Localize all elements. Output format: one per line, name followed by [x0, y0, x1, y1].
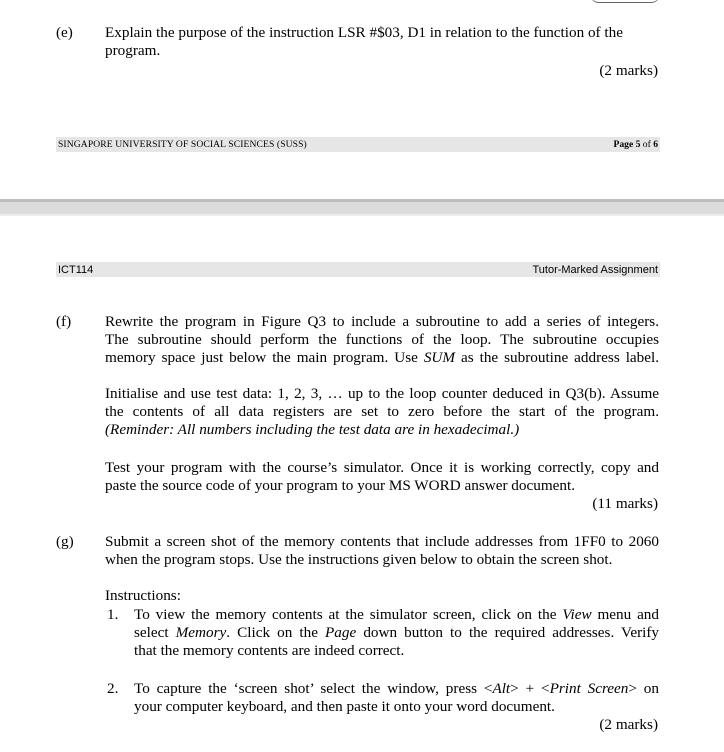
instruction-1-line-2c: down button to the required addresses. Verify	[356, 624, 659, 641]
question-f-paragraph-1	[105, 313, 659, 367]
question-f-p1-line-1: Rewrite the program in Figure Q3 to include a subroutine to add a series of integers.	[105, 313, 659, 330]
clipped-marks-remnant	[590, 0, 660, 3]
instruction-1-text	[134, 606, 659, 660]
footer-institution: SINGAPORE UNIVERSITY OF SOCIAL SCIENCES (SUSS)	[58, 139, 307, 150]
question-f-p2-line-2: the contents of all data registers are set to zero before the start of the program.	[105, 403, 659, 420]
instruction-1-line-1a: To view the memory contents at the simulator screen, click on the	[134, 606, 563, 623]
question-f-paragraph-3	[105, 459, 659, 495]
footer-page-prefix: Page	[613, 139, 636, 150]
menu-item-memory: Memory	[175, 624, 227, 641]
footer-page-current: 5	[635, 139, 641, 150]
question-f-p1-line-3	[105, 349, 659, 367]
instruction-2-line-1a: To capture the ‘screen shot’ select the window, press <	[134, 680, 493, 697]
footer-page-of: of	[640, 139, 654, 150]
question-f-p2-line-1: Initialise and use test data: 1, 2, 3, … up to the loop counter deduced in Q3(b). Assume	[105, 385, 659, 402]
question-f-p3-line-2: paste the source code of your program to your MS WORD answer document.	[105, 477, 575, 494]
instruction-1-line-1b: menu and	[591, 606, 659, 623]
question-e-line-2: program.	[105, 42, 161, 59]
question-f-label: (f)	[56, 313, 72, 330]
instruction-1-line-1	[134, 606, 659, 624]
question-g-p1-line-2: when the program stops. Use the instructions given below to obtain the screen shot.	[105, 551, 613, 568]
page-break	[0, 202, 724, 214]
question-f-paragraph-2	[105, 385, 659, 439]
key-name-print-screen: Print Screen	[549, 680, 629, 697]
instructions-heading: Instructions:	[105, 587, 181, 604]
question-f-p1-line-2: The subroutine should perform the functions of the loop. The subroutine occupies	[105, 331, 659, 348]
question-g-label: (g)	[56, 533, 74, 550]
question-f-p1-line-3b: as the subroutine address label.	[455, 349, 660, 366]
key-name-page: Page	[325, 624, 357, 641]
footer-page-number	[613, 138, 658, 152]
question-f-marks: (11 marks)	[592, 495, 658, 512]
header-doc-type: Tutor-Marked Assignment	[532, 264, 658, 276]
instruction-2-number: 2.	[107, 680, 119, 697]
question-e-label: (e)	[56, 24, 73, 41]
instruction-2-line-2: your computer keyboard, and then paste it onto your word document.	[134, 698, 555, 715]
instruction-2-line-1c: > on	[628, 680, 659, 697]
instruction-1-line-2	[134, 624, 659, 642]
question-e-text	[105, 24, 659, 60]
instruction-1-line-3: that the memory contents are indeed correct.	[134, 642, 405, 659]
header-course-code: ICT114	[58, 264, 94, 276]
instruction-1-line-2b: . Click on the	[226, 624, 326, 641]
question-f-p3-line-1: Test your program with the course’s simulator. Once it is working correctly, copy and	[105, 459, 659, 476]
footer-page-total: 6	[653, 139, 658, 150]
subroutine-label-sum: SUM	[423, 349, 456, 366]
question-e-marks: (2 marks)	[599, 62, 658, 79]
question-f-p2-line-3: (Reminder: All numbers including the test data are in hexadecimal.)	[105, 421, 520, 438]
instruction-2-text	[134, 680, 659, 716]
instruction-1-number: 1.	[107, 606, 119, 623]
question-e-line-1: Explain the purpose of the instruction LSR #$03, D1 in relation to the function of the	[105, 24, 623, 41]
instruction-2-line-1b: > + <	[510, 680, 550, 697]
question-g-marks: (2 marks)	[599, 716, 658, 733]
instruction-2-line-1	[134, 680, 659, 698]
question-f-p1-line-3a: memory space just below the main program. Use	[105, 349, 424, 366]
page-break-edge	[0, 214, 724, 216]
instruction-1-line-2a: select	[134, 624, 176, 641]
menu-name-view: View	[562, 606, 592, 623]
key-name-alt: Alt	[492, 680, 511, 697]
question-g-paragraph-1	[105, 533, 659, 569]
question-g-p1-line-1: Submit a screen shot of the memory contents that include addresses from 1FF0 to 2060	[105, 533, 659, 550]
